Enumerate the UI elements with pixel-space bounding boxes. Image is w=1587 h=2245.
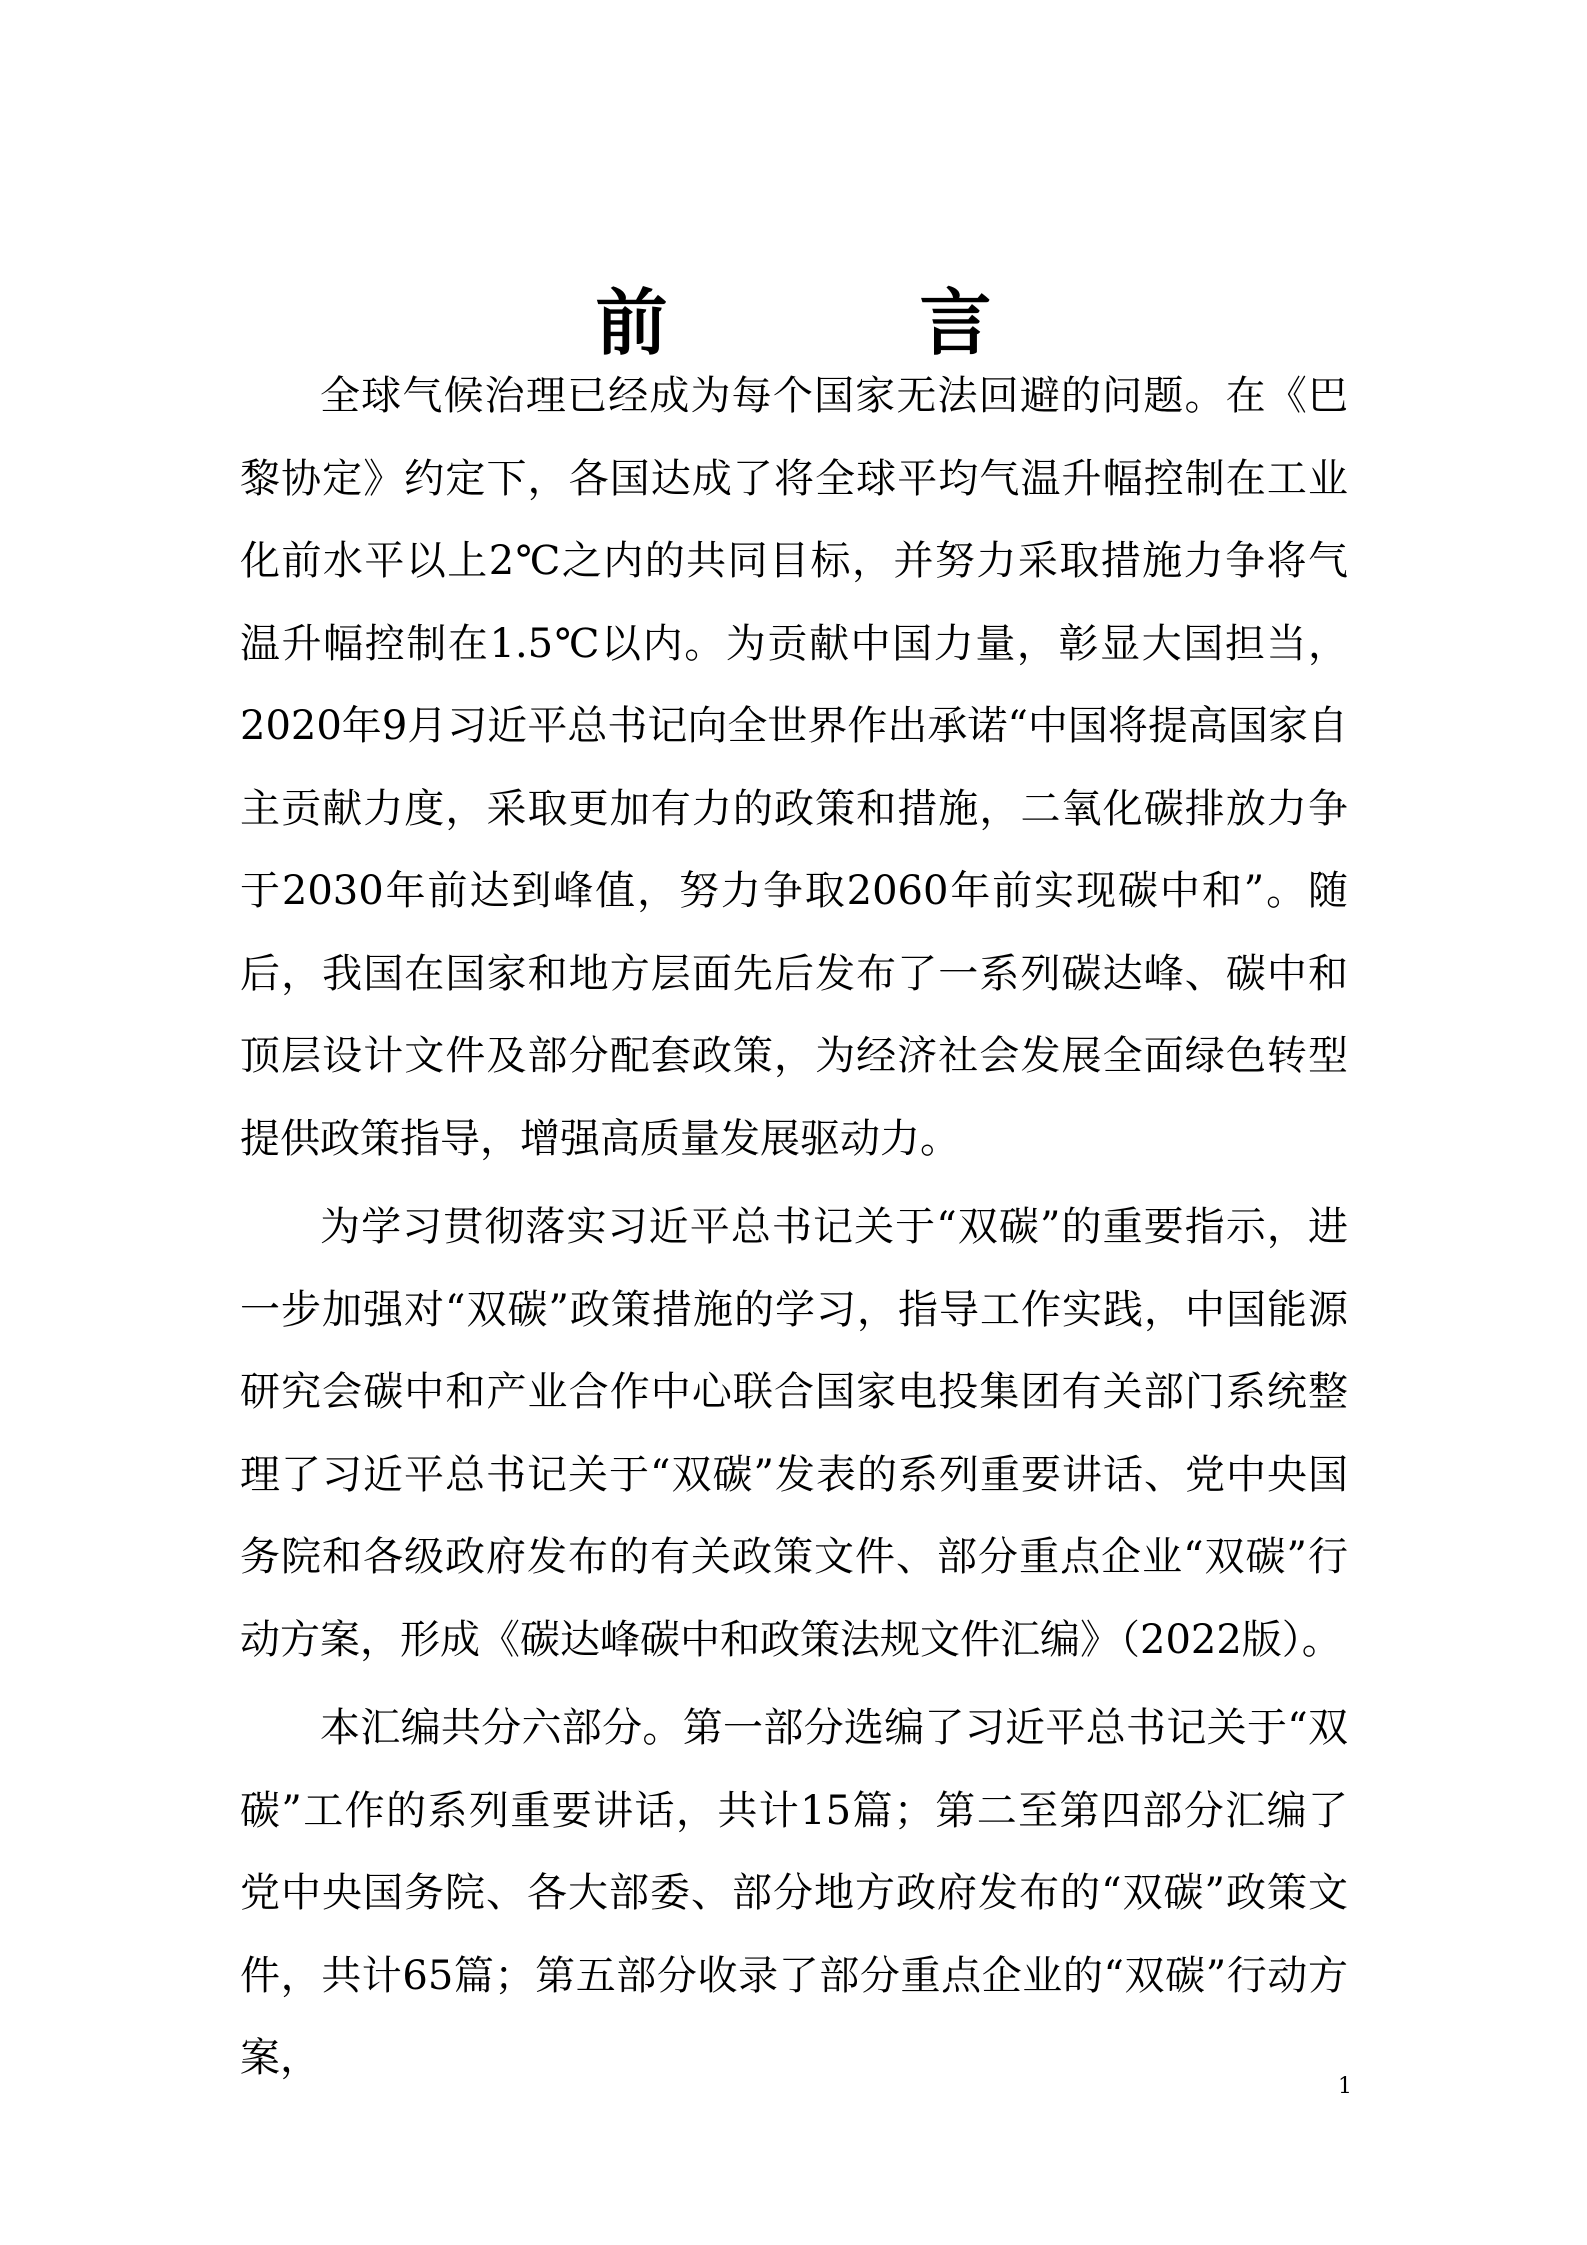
page-number: 1 [1338,2074,1352,2099]
paragraph-1: 全球气候治理已经成为每个国家无法回避的问题。在《巴黎协定》约定下，各国达成了将全球平均气温升幅控制在工业化前水平以上2℃之内的共同目标，并努力采取措施力争将气温升幅控制在1.5℃以内。为贡献中国力量，彰显大国担当，2020年9月习近平总书记向全世界作出承诺“中国将提高国家自主贡献力度，采取更加有力的政策和措施，二氧化碳排放力争于2030年前达到峰值，努力争取2060年前实现碳中和”。随后，我国在国家和地方层面先后发布了一系列碳达峰、碳中和顶层设计文件及部分配套政策，为经济社会发展全面绿色转型提供政策指导，增强高质量发展驱动力。 [240,373,1348,1162]
paragraph-3: 本汇编共分六部分。第一部分选编了习近平总书记关于“双碳”工作的系列重要讲话，共计15篇；第二至第四部分汇编了党中央国务院、各大部委、部分地方政府发布的“双碳”政策文件，共计65篇；第五部分收录了部分重点企业的“双碳”行动方案， [240,1705,1348,2081]
body-text [240,355,1348,2106]
paragraph-2: 为学习贯彻落实习近平总书记关于“双碳”的重要指示，进一步加强对“双碳”政策措施的学习，指导工作实践，中国能源研究会碳中和产业合作中心联合国家电投集团有关部门系统整理了习近平总书记关于“双碳”发表的系列重要讲话、党中央国务院和各级政府发布的有关政策文件、部分重点企业“双碳”行动方案，形成《碳达峰碳中和政策法规文件汇编》（2022版）。 [240,1204,1348,1663]
page-title: 前 言 [595,280,1082,366]
